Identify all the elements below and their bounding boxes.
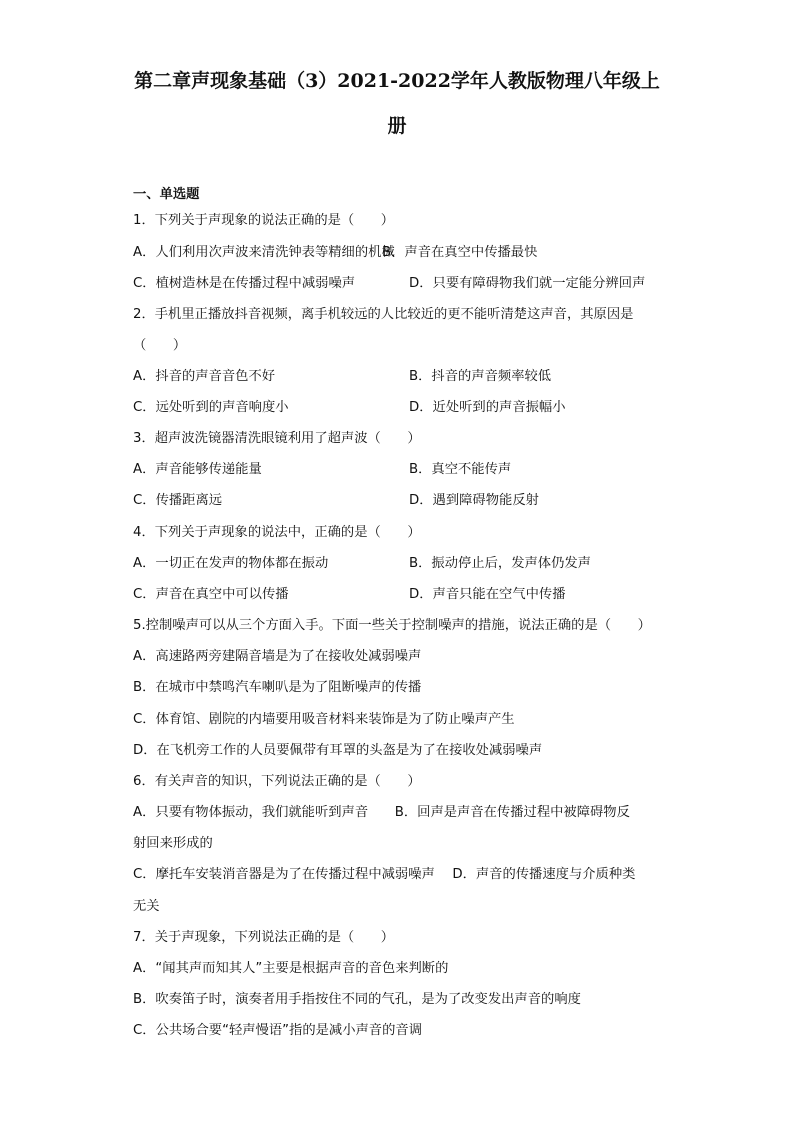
document-title-line-1: 第二章声现象基础（3）2021-2022学年人教版物理八年级上 (134, 70, 660, 92)
question-1-option-a: A．人们利用次声波来清洗钟表等精细的机械 (133, 245, 395, 260)
question-4-option-b: B．振动停止后，发声体仍发声 (409, 556, 591, 571)
question-1-stem: 1．下列关于声现象的说法正确的是（ ） (133, 213, 395, 228)
question-4-stem: 4．下列关于声现象的说法中，正确的是（ ） (133, 525, 421, 540)
question-1-option-b: B．声音在真空中传播最快 (382, 245, 538, 260)
question-2-stem: 2．手机里正播放抖音视频，离手机较远的人比较近的更不能听清楚这声音，其原因是 (133, 307, 634, 322)
question-2-option-c: C．远处听到的声音响度小 (133, 400, 289, 415)
question-7-option-c: C．公共场合要“轻声慢语”指的是减小声音的音调 (133, 1023, 422, 1038)
question-5-option-b: B．在城市中禁鸣汽车喇叭是为了阻断噪声的传播 (133, 680, 422, 695)
question-5-stem: 5.控制噪声可以从三个方面入手。下面一些关于控制噪声的措施，说法正确的是（ ） (133, 618, 651, 633)
question-3-option-b: B．真空不能传声 (409, 462, 512, 477)
question-3-option-d: D．遇到障碍物能反射 (409, 493, 539, 508)
question-6-stem: 6．有关声音的知识，下列说法正确的是（ ） (133, 774, 421, 789)
question-2-stem-cont: （ ） (133, 338, 187, 353)
question-3-stem: 3．超声波洗镜器清洗眼镜利用了超声波（ ） (133, 431, 421, 446)
question-3-option-a: A．声音能够传递能量 (133, 462, 262, 477)
section-heading: 一、单选题 (133, 187, 200, 202)
question-7-option-a: A．“闻其声而知其人”主要是根据声音的音色来判断的 (133, 961, 449, 976)
question-2-option-d: D．近处听到的声音振幅小 (409, 400, 566, 415)
question-1-option-c: C．植树造林是在传播过程中减弱噪声 (133, 276, 356, 291)
question-3-option-c: C．传播距离远 (133, 493, 223, 508)
question-2-option-a: A．抖音的声音音色不好 (133, 369, 276, 384)
question-1-option-d: D．只要有障碍物我们就一定能分辨回声 (409, 276, 646, 291)
question-2-option-b: B．抖音的声音频率较低 (409, 369, 552, 384)
question-6-line-2: 射回来形成的 (133, 836, 213, 851)
question-7-option-b: B．吹奏笛子时，演奏者用手指按住不同的气孔，是为了改变发出声音的响度 (133, 992, 581, 1007)
question-5-option-c: C．体育馆、剧院的内墙要用吸音材料来装饰是为了防止噪声产生 (133, 712, 515, 727)
document-title-line-2: 册 (387, 115, 407, 137)
question-5-option-d: D．在飞机旁工作的人员要佩带有耳罩的头盔是为了在接收处减弱噪声 (133, 743, 543, 758)
question-4-option-d: D．声音只能在空气中传播 (409, 587, 566, 602)
question-7-stem: 7．关于声现象，下列说法正确的是（ ） (133, 930, 395, 945)
question-6-line-1: A．只要有物体振动，我们就能听到声音 B．回声是声音在传播过程中被障碍物反 (133, 805, 630, 820)
question-5-option-a: A．高速路两旁建隔音墙是为了在接收处减弱噪声 (133, 649, 422, 664)
question-6-line-4: 无关 (133, 899, 160, 914)
question-6-line-3: C．摩托车安装消音器是为了在传播过程中减弱噪声 D．声音的传播速度与介质种类 (133, 867, 636, 882)
question-4-option-c: C．声音在真空中可以传播 (133, 587, 289, 602)
question-4-option-a: A．一切正在发声的物体都在振动 (133, 556, 329, 571)
